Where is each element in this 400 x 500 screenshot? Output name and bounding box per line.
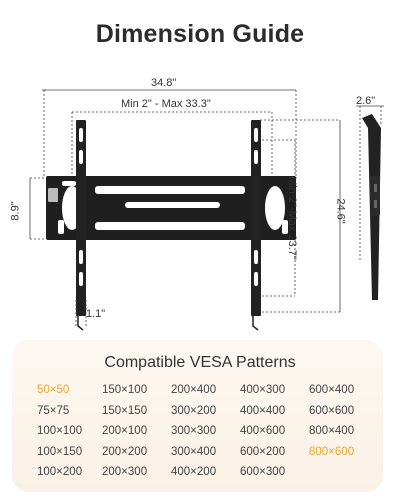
vesa-pattern: 600×400 — [309, 384, 355, 396]
vesa-pattern: 400×400 — [240, 404, 286, 417]
vesa-pattern: 100×100 — [37, 425, 83, 438]
vesa-pattern: 200×300 — [102, 466, 148, 479]
arm-height-label: 24.6" — [334, 198, 347, 224]
vesa-pattern: 800×400 — [309, 425, 355, 438]
vesa-pattern: 200×100 — [102, 425, 148, 438]
wall-plate-height-label: 8.9" — [9, 201, 22, 221]
vertical-range-label: Min 2"-Max 23.7" — [285, 176, 298, 260]
vesa-pattern: 50×50 — [37, 384, 70, 396]
side-view — [356, 106, 384, 300]
vesa-pattern: 400×300 — [240, 384, 286, 396]
vesa-pattern: 600×200 — [240, 445, 286, 458]
vesa-pattern: 400×200 — [171, 466, 217, 479]
vesa-pattern: 100×200 — [37, 466, 83, 479]
left-vertical-arm — [76, 120, 86, 330]
overall-width-label: 34.8" — [151, 77, 177, 89]
vesa-pattern: 600×300 — [240, 466, 286, 479]
vesa-pattern: 150×100 — [102, 384, 148, 396]
right-vertical-arm — [251, 120, 261, 330]
depth-label: 2.6" — [356, 95, 376, 107]
arm-width-label: 1.1" — [86, 308, 106, 320]
vesa-pattern: 100×150 — [37, 445, 83, 458]
wall-plate-height-dimension — [30, 178, 46, 239]
vesa-pattern: 300×400 — [171, 445, 217, 458]
vesa-pattern: 75×75 — [37, 404, 70, 417]
stud-range-label: Min 2" - Max 33.3" — [121, 98, 211, 110]
vesa-pattern: 200×200 — [102, 445, 148, 458]
vesa-pattern: 300×200 — [171, 404, 217, 417]
vesa-pattern: 600×600 — [309, 404, 355, 417]
page-title: Dimension Guide — [95, 20, 305, 48]
vesa-pattern-grid — [37, 380, 377, 483]
vesa-pattern: 150×150 — [102, 404, 148, 417]
bubble-level — [48, 188, 58, 202]
vesa-pattern: 400×600 — [240, 425, 286, 438]
vesa-pattern: 300×300 — [171, 425, 217, 438]
vesa-pattern: 200×400 — [171, 384, 217, 396]
vesa-pattern: 800×600 — [309, 445, 355, 458]
stud-range-dimension — [72, 112, 272, 176]
vesa-title: Compatible VESA Patterns — [104, 354, 296, 371]
